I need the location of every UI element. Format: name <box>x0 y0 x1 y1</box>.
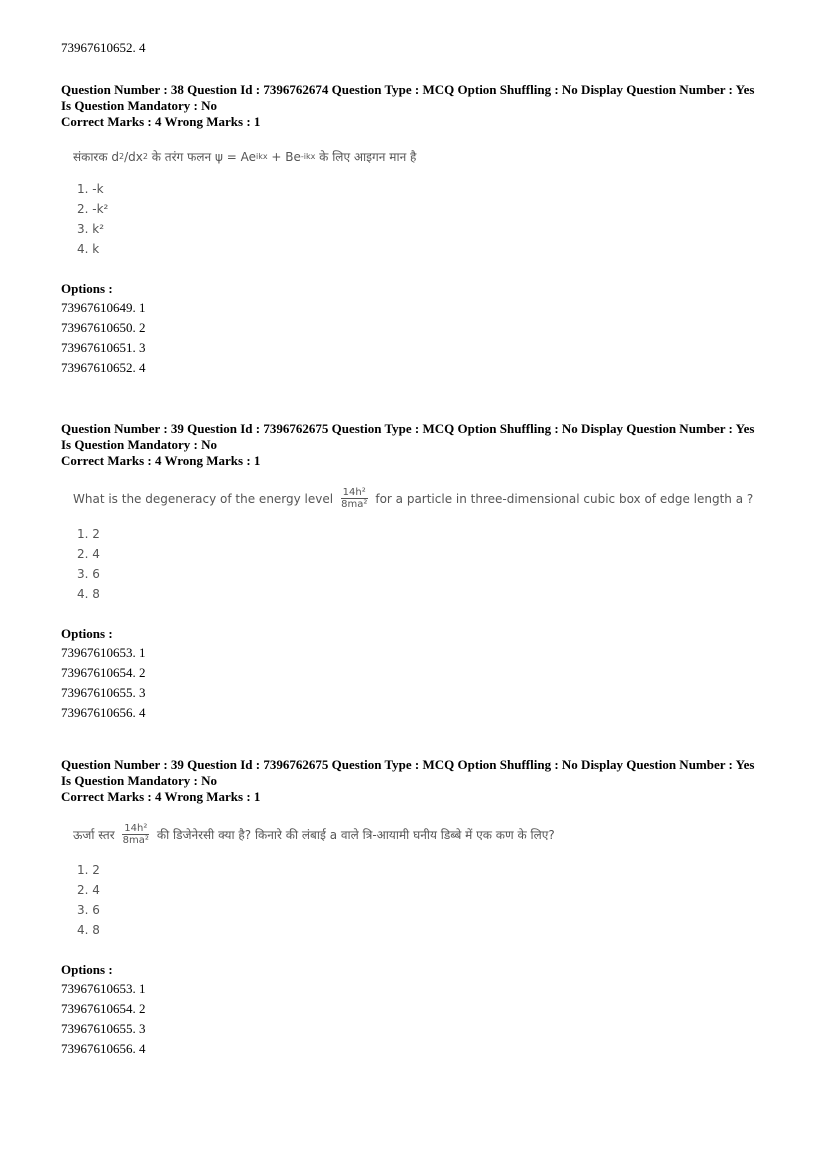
answer-choice: 2. 4 <box>77 547 100 561</box>
options-label: Options : <box>61 962 113 977</box>
option-row: 73967610655. 3 <box>61 1021 146 1036</box>
option-row: 73967610650. 2 <box>61 320 146 335</box>
option-row: 73967610652. 4 <box>61 360 146 375</box>
option-row: 73967610655. 3 <box>61 685 146 700</box>
answer-choice: 3. 6 <box>77 567 100 581</box>
question-meta <box>61 82 781 130</box>
question-meta <box>61 421 781 469</box>
answer-choice: 2. -k² <box>77 202 109 216</box>
answer-choice: 1. 2 <box>77 863 100 877</box>
option-row: 73967610654. 2 <box>61 1001 146 1016</box>
answer-choice: 1. 2 <box>77 527 100 541</box>
question-image <box>73 148 781 259</box>
marks-line: Correct Marks : 4 Wrong Marks : 1 <box>61 453 261 468</box>
question-block-38 <box>61 82 781 378</box>
option-row: 73967610656. 4 <box>61 705 146 720</box>
mandatory-line: Is Question Mandatory : No <box>61 773 218 788</box>
question-stem: संकारक d 2 /dx 2 के तरंग फलन ψ = Ae ikx + Be -ikx के लिए आइगन मान है <box>73 149 417 164</box>
option-row: 73967610656. 4 <box>61 1041 146 1056</box>
answer-choice: 3. k² <box>77 222 105 236</box>
option-row: 73967610653. 1 <box>61 645 146 660</box>
answer-choice: 4. 8 <box>77 923 100 937</box>
question-block-39-english <box>61 421 781 723</box>
question-image <box>73 487 781 604</box>
energy-fraction: $\frac{\text{14h²}}{\text{8ma²}}$ <box>122 823 149 846</box>
previous-option-line: 73967610652. 4 <box>61 40 146 55</box>
option-row: 73967610651. 3 <box>61 340 146 355</box>
question-stem: What is the degeneracy of the energy level $\frac{\text{14h²}}{\text{8ma²}}$ for a particle in three-dimensional cubic box of edge length a ? <box>73 487 754 510</box>
answer-choice: 2. 4 <box>77 883 100 897</box>
question-meta <box>61 757 781 805</box>
answer-choices <box>77 524 781 604</box>
energy-fraction: $\frac{\text{14h²}}{\text{8ma²}}$ <box>341 487 368 510</box>
options-list <box>61 279 781 378</box>
answer-choice: 4. 8 <box>77 587 100 601</box>
mandatory-line: Is Question Mandatory : No <box>61 437 218 452</box>
answer-choice: 1. -k <box>77 182 104 196</box>
options-list <box>61 624 781 723</box>
question-stem: ऊर्जा स्तर $\frac{\text{14h²}}{\text{8ma²}}$ की डिजेनेरसी क्या है? किनारे की लंबाई a वाले त्रि-आयामी घनीय डिब्बे में एक कण के लिए? <box>73 823 555 846</box>
mandatory-line: Is Question Mandatory : No <box>61 98 218 113</box>
question-image <box>73 823 781 940</box>
answer-choices <box>77 179 781 259</box>
question-block-39-hindi <box>61 757 781 1059</box>
marks-line: Correct Marks : 4 Wrong Marks : 1 <box>61 114 261 129</box>
question-header: Question Number : 39 Question Id : 7396762675 Question Type : MCQ Option Shuffling : No Display Question Number : Yes <box>61 421 755 436</box>
marks-line: Correct Marks : 4 Wrong Marks : 1 <box>61 789 261 804</box>
option-row: 73967610649. 1 <box>61 300 146 315</box>
option-row: 73967610653. 1 <box>61 981 146 996</box>
answer-choice: 3. 6 <box>77 903 100 917</box>
option-row: 73967610654. 2 <box>61 665 146 680</box>
options-label: Options : <box>61 281 113 296</box>
options-list <box>61 960 781 1059</box>
options-label: Options : <box>61 626 113 641</box>
question-header: Question Number : 39 Question Id : 7396762675 Question Type : MCQ Option Shuffling : No Display Question Number : Yes <box>61 757 755 772</box>
question-header: Question Number : 38 Question Id : 7396762674 Question Type : MCQ Option Shuffling : No Display Question Number : Yes <box>61 82 755 97</box>
answer-choice: 4. k <box>77 242 100 256</box>
answer-choices <box>77 860 781 940</box>
